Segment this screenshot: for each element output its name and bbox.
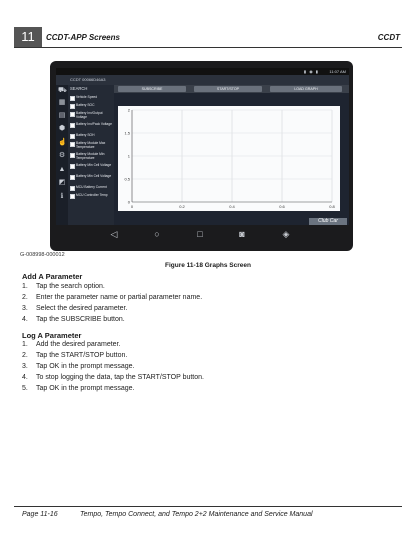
checkbox[interactable] [70,112,75,117]
step-item: 2. Tap the START/STOP button. [22,352,128,359]
grid-icon[interactable]: ▦ [58,99,66,106]
parameter-item[interactable]: Battery Min Cell Voltage [70,164,113,169]
y-tick-label: 1 [127,153,130,159]
status-bar [56,68,349,75]
header-brand: CCDT [377,33,400,42]
checkbox[interactable] [70,142,75,147]
search-button[interactable]: SEARCH [70,86,88,91]
parameter-item[interactable]: Battery Module Max Temperature [70,142,113,149]
checkbox[interactable] [70,175,75,180]
x-tick-label: 0.8 [329,204,335,209]
home-icon[interactable]: ○ [154,229,160,239]
x-tick-label: 0.4 [229,204,235,209]
info-icon[interactable]: ℹ [60,193,64,200]
parameter-item[interactable]: Battery SOH [70,134,113,139]
icon-rail [56,85,68,225]
action-tabs [114,85,349,93]
figure-caption: Figure 11-18 Graphs Screen [165,262,251,269]
header-title: CCDT-APP Screens [46,33,120,42]
parameter-item[interactable]: MCU Controller Temp [70,194,113,199]
checkbox[interactable] [70,104,75,109]
app-title: CCDT 00066D46A3 [70,77,106,82]
x-tick-label: 0.6 [279,204,285,209]
header-divider [14,47,402,48]
subscribe-button[interactable]: SUBSCRIBE [118,86,186,92]
step-item: 5. Tap OK in the prompt message. [22,385,135,392]
checkbox[interactable] [70,194,75,199]
step-item: 1. Add the desired parameter. [22,341,121,348]
y-tick-label: 2 [127,107,130,113]
checkbox[interactable] [70,123,75,128]
chapter-number: 11 [14,27,42,47]
status-icons: ▮ ◉ ▮ [303,69,319,74]
y-tick-label: 1.5 [124,130,130,136]
step-item: 3. Tap OK in the prompt message. [22,363,135,370]
vehicle-icon[interactable]: ⛟ [58,87,67,94]
footer-divider [14,506,402,507]
recents-icon[interactable]: □ [197,229,203,239]
y-tick-label: 0.5 [124,176,130,182]
touch-icon[interactable]: ☝ [58,139,67,146]
parameter-item[interactable]: Vehicle Speed [70,96,113,101]
status-time: 11:07 AM [329,69,346,74]
volume-icon[interactable]: ◈ [282,229,290,239]
footer-manual-title: Tempo, Tempo Connect, and Tempo 2+2 Maintenance and Service Manual [80,511,313,518]
start-stop-button[interactable]: START/STOP [194,86,262,92]
app-bar [56,75,349,85]
checkbox[interactable] [70,186,75,191]
android-nav-bar [56,225,349,243]
section-title: Log A Parameter [22,331,82,340]
footer-page-number: Page 11-16 [22,511,58,518]
parameter-item[interactable]: Battery SOC [70,104,113,109]
graph-area [118,106,340,211]
graph-chart [118,106,340,211]
chart-icon[interactable]: ◩ [58,179,66,186]
gear-icon[interactable]: ⚙ [58,152,66,159]
section-title: Add A Parameter [22,272,83,281]
parameter-item[interactable]: MCU Battery Current [70,186,113,191]
load-graph-button[interactable]: LOAD GRAPH [270,86,342,92]
parameter-item[interactable]: Battery Min Cell Voltage [70,175,113,180]
parameter-item[interactable]: Battery Inv/Pack Voltage [70,123,113,128]
battery-icon[interactable]: ▤ [58,112,66,119]
step-item: 4. To stop logging the data, tap the START/STOP button. [22,374,204,381]
figure-id: G-008998-000012 [20,252,65,258]
checkbox[interactable] [70,164,75,169]
camera-icon[interactable]: ◙ [239,229,245,239]
y-tick-label: 0 [127,199,130,205]
step-item: 4. Tap the SUBSCRIBE button. [22,316,125,323]
club-car-logo: Club Car [309,218,347,225]
parameter-list [68,85,114,225]
x-tick-label: 0.2 [179,204,185,209]
back-icon[interactable]: ◁ [110,229,118,239]
warning-icon[interactable]: ▲ [58,166,66,173]
parameter-item[interactable]: Battery Inv/Output Voltage [70,112,113,119]
step-item: 3. Select the desired parameter. [22,305,128,312]
checkbox[interactable] [70,153,75,158]
motor-icon[interactable]: ⬢ [58,125,66,132]
checkbox[interactable] [70,96,75,101]
step-item: 1. Tap the search option. [22,283,105,290]
x-tick-label: 0 [130,204,134,209]
tablet-screen [56,68,349,225]
step-item: 2. Enter the parameter name or partial parameter name. [22,294,203,301]
checkbox[interactable] [70,134,75,139]
parameter-item[interactable]: Battery Module Min Temperature [70,153,113,160]
